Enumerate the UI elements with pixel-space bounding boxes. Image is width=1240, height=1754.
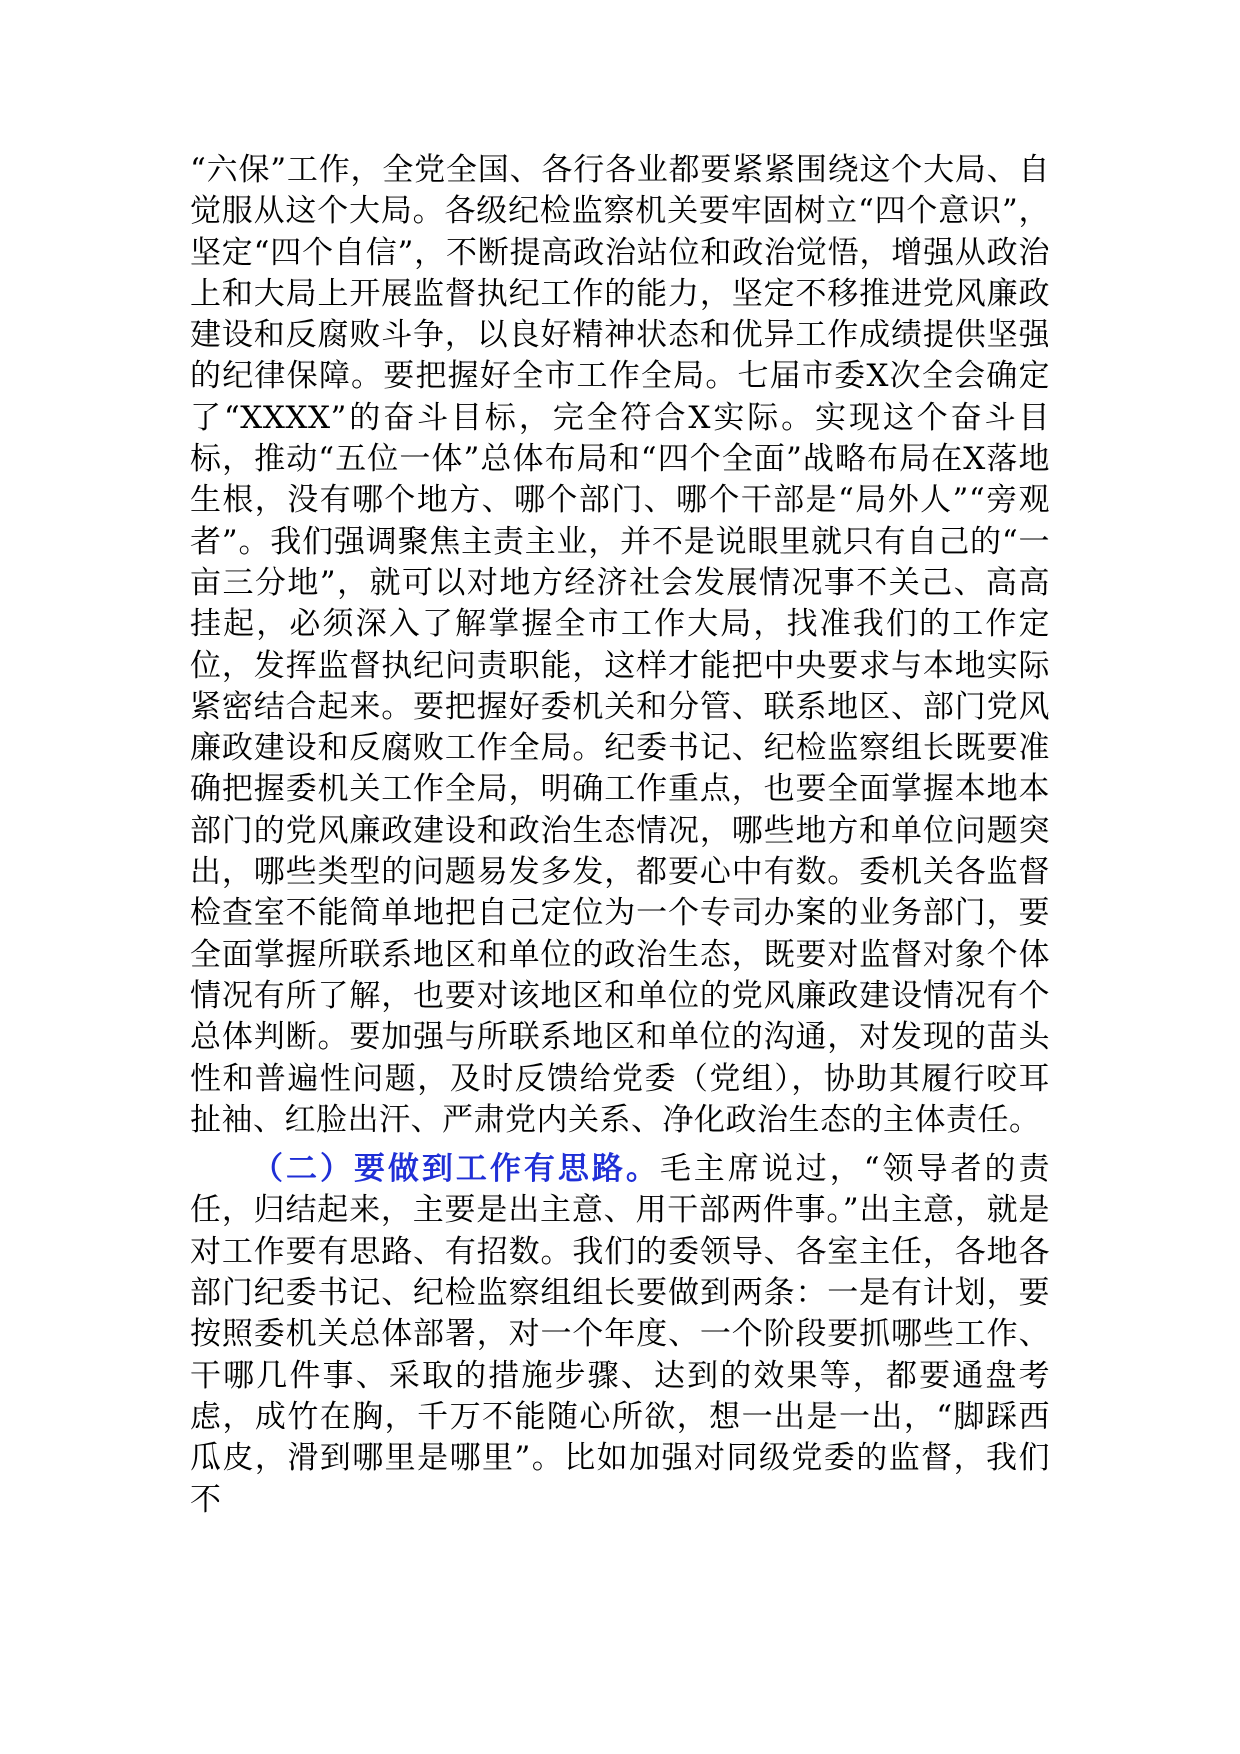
section-heading-2: （二）要做到工作有思路。 <box>252 1151 660 1188</box>
paragraph-2-body: 毛主席说过，“领导者的责任，归结起来，主要是出主意、用干部两件事。”出主意，就是对工作要有思路、有招数。我们的委领导、各室主任，各地各部门纪委书记、纪检监察组组长要做到两条：一是有计划，要按照委机关总体部署，对一个年度、一个阶段要抓哪些工作、干哪几件事、采取的措施步骤、达到的效果等，都要通盘考虑，成竹在胸，千万不能随心所欲，想一出是一出，“脚踩西瓜皮，滑到哪里是哪里”。比如加强对同级党委的监督，我们不 <box>190 1151 1050 1518</box>
document-body <box>190 150 1050 1521</box>
paragraph-2 <box>190 1149 1050 1521</box>
paragraph-1: “六保”工作，全党全国、各行各业都要紧紧围绕这个大局、自觉服从这个大局。各级纪检监察机关要牢固树立“四个意识”，坚定“四个自信”，不断提高政治站位和政治觉悟，增强从政治上和大局上开展监督执纪工作的能力，坚定不移推进党风廉政建设和反腐败斗争，以良好精神状态和优异工作成绩提供坚强的纪律保障。要把握好全市工作全局。七届市委X次全会确定了“XXXX”的奋斗目标，完全符合X实际。实现这个奋斗目标，推动“五位一体”总体布局和“四个全面”战略布局在X落地生根，没有哪个地方、哪个部门、哪个干部是“局外人”“旁观者”。我们强调聚焦主责主业，并不是说眼里就只有自己的“一亩三分地”，就可以对地方经济社会发展情况事不关己、高高挂起，必须深入了解掌握全市工作大局，找准我们的工作定位，发挥监督执纪问责职能，这样才能把中央要求与本地实际紧密结合起来。要把握好委机关和分管、联系地区、部门党风廉政建设和反腐败工作全局。纪委书记、纪检监察组长既要准确把握委机关工作全局，明确工作重点，也要全面掌握本地本部门的党风廉政建设和政治生态情况，哪些地方和单位问题突出，哪些类型的问题易发多发，都要心中有数。委机关各监督检查室不能简单地把自己定位为一个专司办案的业务部门，要全面掌握所联系地区和单位的政治生态，既要对监督对象个体情况有所了解，也要对该地区和单位的党风廉政建设情况有个总体判断。要加强与所联系地区和单位的沟通，对发现的苗头性和普遍性问题，及时反馈给党委（党组），协助其履行咬耳扯袖、红脸出汗、严肃党内关系、净化政治生态的主体责任。 <box>190 152 1050 1138</box>
